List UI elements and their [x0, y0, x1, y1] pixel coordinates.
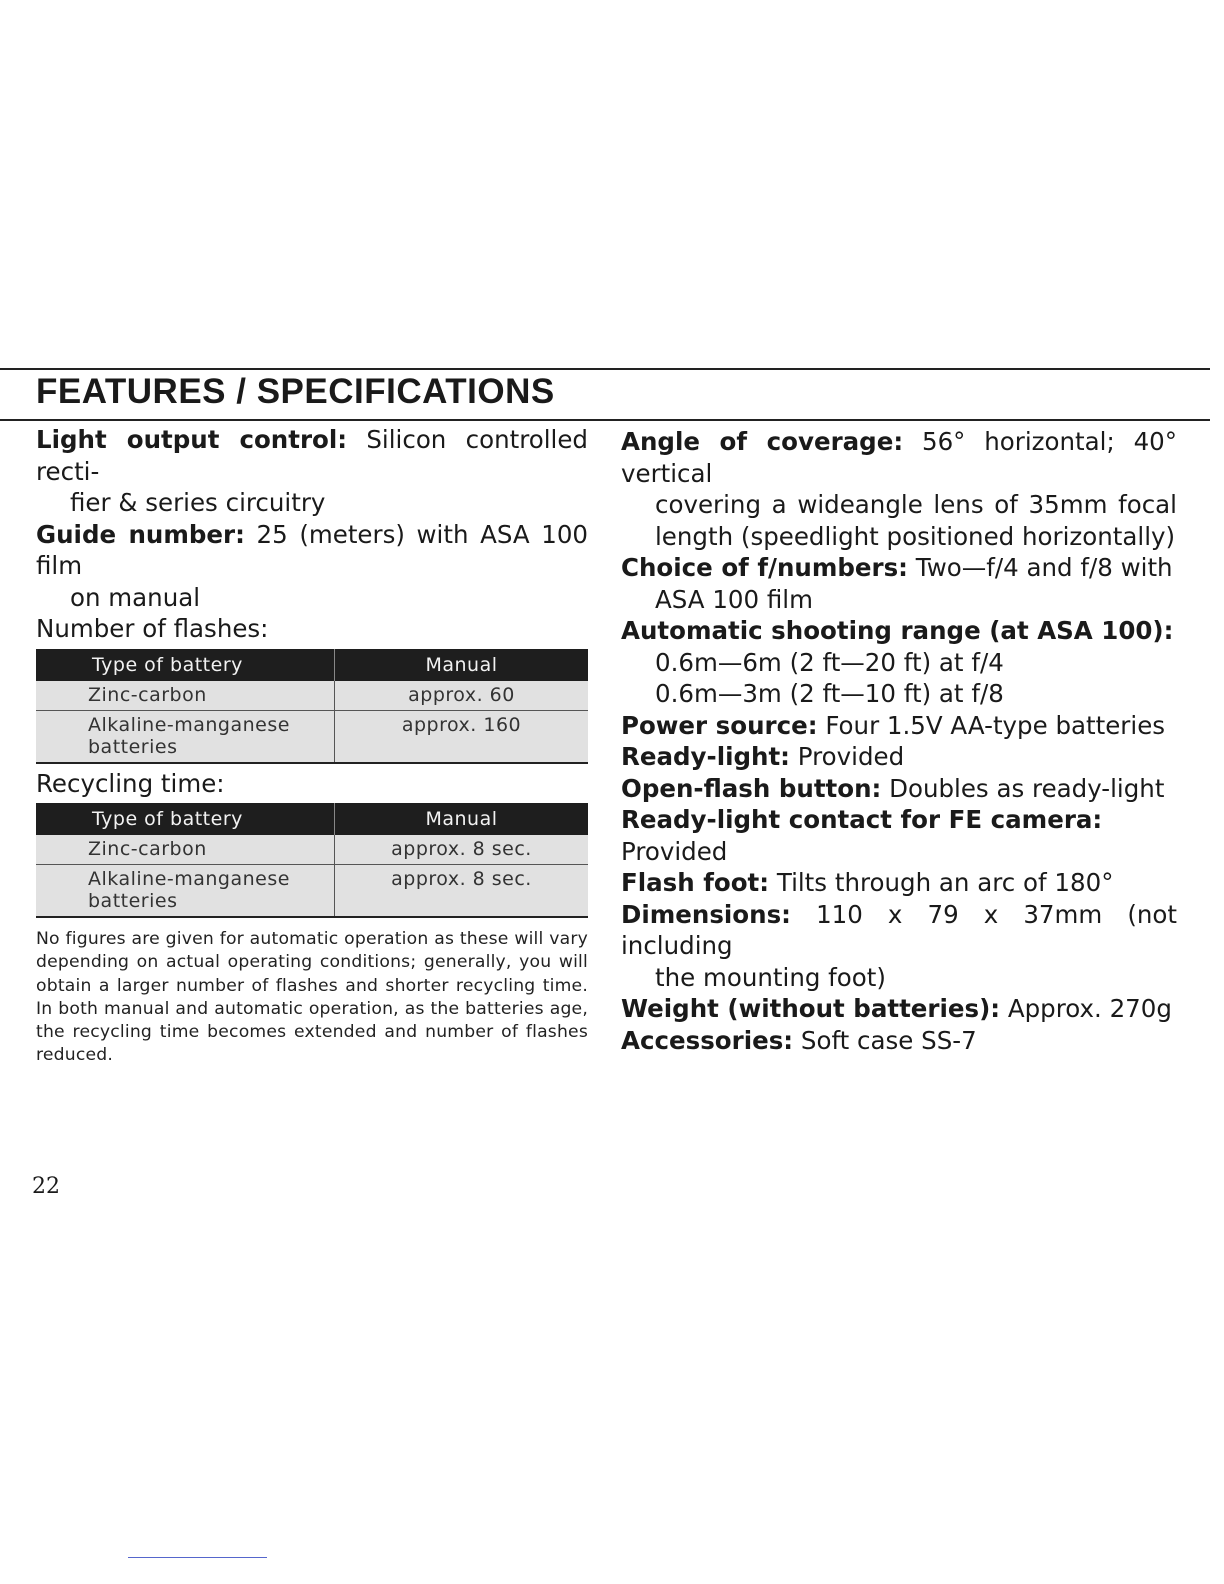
spec-key: Dimensions:	[621, 899, 791, 929]
spec-value: Four 1.5V AA-type batteries	[825, 710, 1166, 740]
spec-value: Tilts through an arc of 180°	[776, 868, 1114, 897]
spec-key: Weight (without batteries):	[621, 994, 1001, 1023]
table-row	[36, 681, 588, 711]
spec-accessories	[621, 1025, 1177, 1057]
table-cell-manual: approx. 160	[335, 710, 589, 763]
spec-power	[621, 710, 1177, 742]
spec-value: Two—f/4 and f/8 with	[915, 553, 1173, 582]
table-header-manual: Manual	[335, 649, 589, 681]
spec-key: Light output control:	[36, 425, 348, 454]
title-rule-top	[0, 368, 1210, 370]
flashes-heading: Number of flashes:	[36, 614, 269, 643]
spec-guide-number	[36, 519, 588, 614]
spec-value-cont: fier & series circuitry	[70, 488, 326, 517]
spec-key: Angle of coverage:	[621, 427, 904, 456]
spec-value: 110 x 79 x 37mm (not including	[621, 899, 1177, 960]
spec-value-cont: covering a wideangle lens of 35mm focal length (speedlight positioned horizontally)	[655, 490, 1177, 551]
spec-value: Soft case SS-7	[800, 1025, 977, 1055]
recycling-heading: Recycling time:	[36, 768, 225, 798]
spec-value-cont: ASA 100 film	[655, 584, 813, 614]
right-column	[621, 426, 1177, 1056]
table-cell-manual: approx. 60	[335, 681, 589, 711]
page-title: FEATURES / SPECIFICATIONS	[36, 372, 555, 411]
spec-key: Automatic shooting range (at ASA 100):	[621, 616, 1174, 645]
spec-ready-light	[621, 741, 1177, 773]
table-header-manual: Manual	[335, 803, 589, 835]
table-header-row	[36, 803, 588, 835]
spec-weight	[621, 993, 1177, 1025]
table-cell-manual: approx. 8 sec.	[335, 835, 589, 865]
spec-value-line: 0.6m—6m (2 ft—20 ft) at f/4	[655, 647, 1004, 677]
spec-key: Guide number:	[36, 519, 245, 549]
flashes-table	[36, 649, 588, 764]
spec-key: Flash foot:	[621, 868, 770, 897]
recycling-table	[36, 803, 588, 918]
table-cell-manual: approx. 8 sec.	[335, 865, 589, 918]
spec-flash-foot	[621, 867, 1177, 899]
table-header-row	[36, 649, 588, 681]
spec-value: 56° horizontal; 40° vertical	[621, 427, 1178, 488]
table-cell-type: Zinc-carbon	[36, 681, 335, 711]
spec-value: Doubles as ready-light	[889, 773, 1165, 803]
spec-key: Ready-light contact for FE camera:	[621, 805, 1103, 834]
spec-ready-contact	[621, 804, 1177, 867]
spec-light-output	[36, 424, 588, 519]
spec-angle	[621, 426, 1177, 552]
spec-value-cont: on manual	[70, 582, 201, 612]
spec-value: Approx. 270g	[1007, 994, 1172, 1023]
table-header-type: Type of battery	[36, 803, 335, 835]
spec-key: Open-flash button:	[621, 773, 882, 803]
spec-value-line: 0.6m—3m (2 ft—10 ft) at f/8	[655, 679, 1004, 708]
table-cell-type: Zinc-carbon	[36, 835, 335, 865]
spec-value: Silicon controlled recti-	[36, 425, 588, 486]
spec-fnumbers	[621, 552, 1177, 615]
page-number: 22	[32, 1174, 60, 1199]
title-rule-bottom	[0, 419, 1210, 421]
table-header-type: Type of battery	[36, 649, 335, 681]
spec-value-cont: the mounting foot)	[655, 962, 886, 992]
spec-auto-range	[621, 615, 1177, 710]
spec-key: Accessories:	[621, 1025, 794, 1055]
table-cell-type: Alkaline-manganese batteries	[36, 865, 335, 918]
table-row	[36, 865, 588, 918]
spec-value: 25 (meters) with ASA 100 film	[36, 519, 588, 580]
table-cell-type: Alkaline-manganese batteries	[36, 710, 335, 763]
spec-dimensions	[621, 899, 1177, 994]
spec-key: Power source:	[621, 710, 818, 740]
table-row	[36, 710, 588, 763]
spec-key: Choice of f/numbers:	[621, 553, 908, 582]
operation-note: No figures are given for automatic operation as these will vary depending on actual operating conditions; generally, you will obtain a larger number of flashes and shorter recycling time. In both manual and automatic operation, as the batteries age, the recycling time becomes extended and number of flashes reduced.	[36, 929, 588, 1066]
spec-value: Provided	[797, 742, 905, 771]
spec-value: Provided	[621, 836, 728, 866]
left-column	[36, 424, 588, 1068]
decorative-line	[128, 1557, 267, 1558]
spec-key: Ready-light:	[621, 742, 790, 771]
table-row	[36, 835, 588, 865]
spec-open-flash	[621, 773, 1177, 805]
